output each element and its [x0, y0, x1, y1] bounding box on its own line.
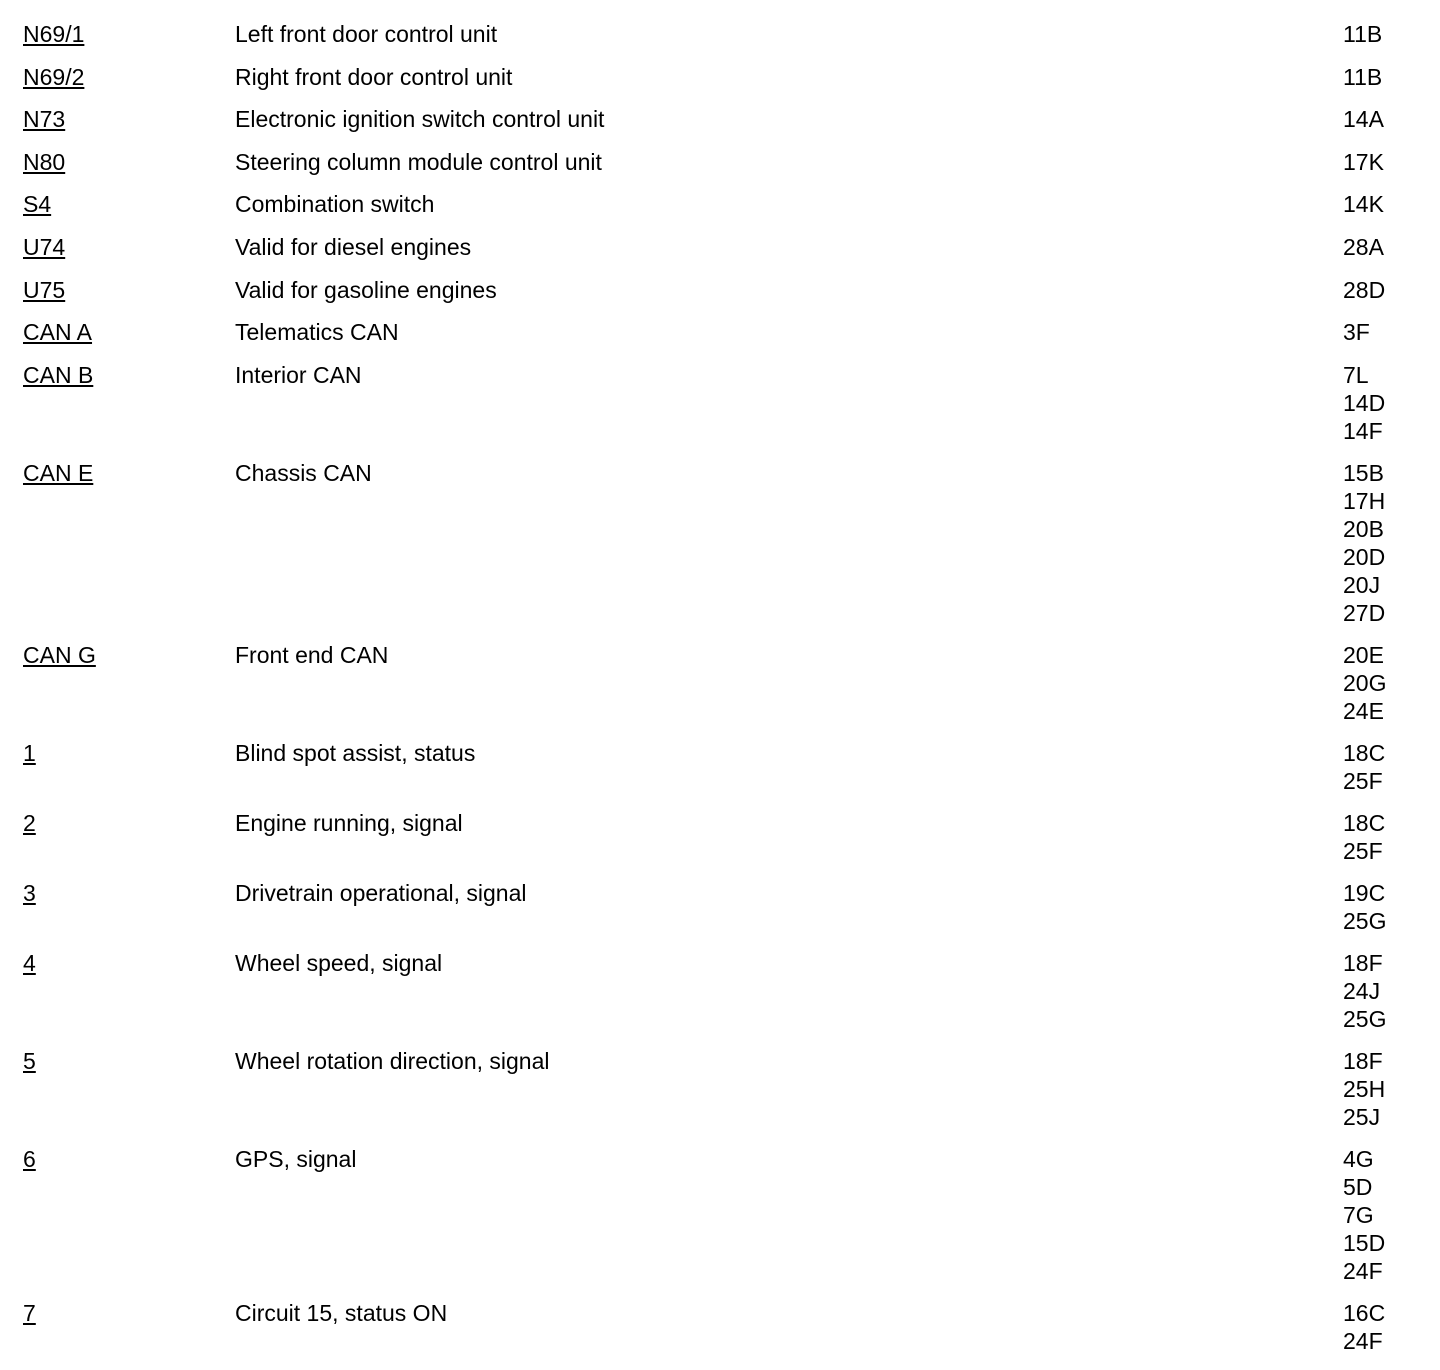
- component-description: Drivetrain operational, signal: [235, 880, 527, 906]
- grid-reference: 25F: [1343, 768, 1383, 794]
- grid-reference-list: [1343, 1299, 1385, 1355]
- grid-reference-list: [1343, 459, 1385, 627]
- grid-reference: 28A: [1343, 234, 1384, 260]
- grid-reference: 18F: [1343, 950, 1383, 976]
- component-description: Wheel rotation direction, signal: [235, 1048, 550, 1074]
- component-code-link[interactable]: 4: [23, 950, 36, 976]
- grid-reference: 27D: [1343, 600, 1386, 626]
- grid-reference: 16C: [1343, 1300, 1386, 1326]
- grid-reference: 15D: [1343, 1230, 1386, 1256]
- component-description: Engine running, signal: [235, 810, 463, 836]
- grid-reference: 4G: [1343, 1146, 1374, 1172]
- grid-reference: 24F: [1343, 1258, 1383, 1284]
- grid-reference-list: [1343, 879, 1386, 935]
- grid-reference: 20B: [1343, 516, 1384, 542]
- grid-reference: 20D: [1343, 544, 1386, 570]
- component-code-link[interactable]: 7: [23, 1300, 36, 1326]
- component-code-link[interactable]: N80: [23, 149, 66, 175]
- component-description: Valid for gasoline engines: [235, 277, 497, 303]
- component-code-link[interactable]: CAN B: [23, 362, 94, 388]
- grid-reference-list: [1343, 148, 1384, 176]
- grid-reference: 14F: [1343, 418, 1383, 444]
- grid-reference: 20G: [1343, 670, 1387, 696]
- grid-reference: 17H: [1343, 488, 1386, 514]
- component-code-link[interactable]: U75: [23, 277, 66, 303]
- grid-reference: 28D: [1343, 277, 1386, 303]
- grid-reference-list: [1343, 1145, 1385, 1285]
- grid-reference: 18F: [1343, 1048, 1383, 1074]
- grid-reference: 14A: [1343, 106, 1384, 132]
- grid-reference: 25F: [1343, 838, 1383, 864]
- grid-reference-list: [1343, 233, 1384, 261]
- component-description: Chassis CAN: [235, 460, 372, 486]
- grid-reference: 25J: [1343, 1104, 1381, 1130]
- component-description: GPS, signal: [235, 1146, 357, 1172]
- grid-reference: 18C: [1343, 740, 1386, 766]
- grid-reference-list: [1343, 809, 1385, 865]
- component-code-link[interactable]: CAN E: [23, 460, 94, 486]
- grid-reference-list: [1343, 641, 1386, 725]
- grid-reference-list: [1343, 1047, 1385, 1131]
- component-description: Blind spot assist, status: [235, 740, 476, 766]
- component-code-link[interactable]: U74: [23, 234, 66, 260]
- component-code-link[interactable]: 6: [23, 1146, 36, 1172]
- component-code-link[interactable]: 1: [23, 740, 36, 766]
- component-description: Front end CAN: [235, 642, 389, 668]
- grid-reference: 19C: [1343, 880, 1386, 906]
- grid-reference-list: [1343, 949, 1386, 1033]
- grid-reference: 14K: [1343, 191, 1384, 217]
- component-description: Combination switch: [235, 191, 435, 217]
- component-description: Steering column module control unit: [235, 149, 602, 175]
- grid-reference: 24E: [1343, 698, 1384, 724]
- grid-reference: 25H: [1343, 1076, 1386, 1102]
- component-code-link[interactable]: S4: [23, 191, 52, 217]
- grid-reference: 11B: [1343, 21, 1383, 47]
- grid-reference: 7G: [1343, 1202, 1374, 1228]
- component-description: Right front door control unit: [235, 64, 513, 90]
- grid-reference: 17K: [1343, 149, 1384, 175]
- component-description: Interior CAN: [235, 362, 362, 388]
- grid-reference: 25G: [1343, 1006, 1387, 1032]
- component-code-link[interactable]: N73: [23, 106, 66, 132]
- component-description: Wheel speed, signal: [235, 950, 443, 976]
- component-code-link[interactable]: N69/2: [23, 64, 85, 90]
- grid-reference-list: [1343, 190, 1384, 218]
- component-description: Valid for diesel engines: [235, 234, 472, 260]
- grid-reference: 24J: [1343, 978, 1381, 1004]
- grid-reference: 14D: [1343, 390, 1386, 416]
- component-code-link[interactable]: 5: [23, 1048, 36, 1074]
- grid-reference: 25G: [1343, 908, 1387, 934]
- component-description: Telematics CAN: [235, 319, 399, 345]
- grid-reference: 20J: [1343, 572, 1381, 598]
- grid-reference: 7L: [1343, 362, 1369, 388]
- grid-reference-list: [1343, 739, 1385, 795]
- component-code-link[interactable]: 2: [23, 810, 36, 836]
- grid-reference-list: [1343, 20, 1382, 48]
- grid-reference: 18C: [1343, 810, 1386, 836]
- component-code-link[interactable]: 3: [23, 880, 36, 906]
- grid-reference: 3F: [1343, 319, 1370, 345]
- grid-reference: 24F: [1343, 1328, 1383, 1354]
- component-code-link[interactable]: CAN G: [23, 642, 96, 668]
- grid-reference-list: [1343, 63, 1382, 91]
- component-code-link[interactable]: N69/1: [23, 21, 85, 47]
- grid-reference-list: [1343, 105, 1384, 133]
- component-code-link[interactable]: CAN A: [23, 319, 93, 345]
- component-description: Circuit 15, status ON: [235, 1300, 448, 1326]
- grid-reference: 20E: [1343, 642, 1384, 668]
- grid-reference: 15B: [1343, 460, 1384, 486]
- component-description: Left front door control unit: [235, 21, 498, 47]
- grid-reference: 5D: [1343, 1174, 1373, 1200]
- grid-reference-list: [1343, 361, 1385, 445]
- grid-reference: 11B: [1343, 64, 1383, 90]
- grid-reference-list: [1343, 276, 1385, 304]
- grid-reference-list: [1343, 318, 1370, 346]
- component-description: Electronic ignition switch control unit: [235, 106, 605, 132]
